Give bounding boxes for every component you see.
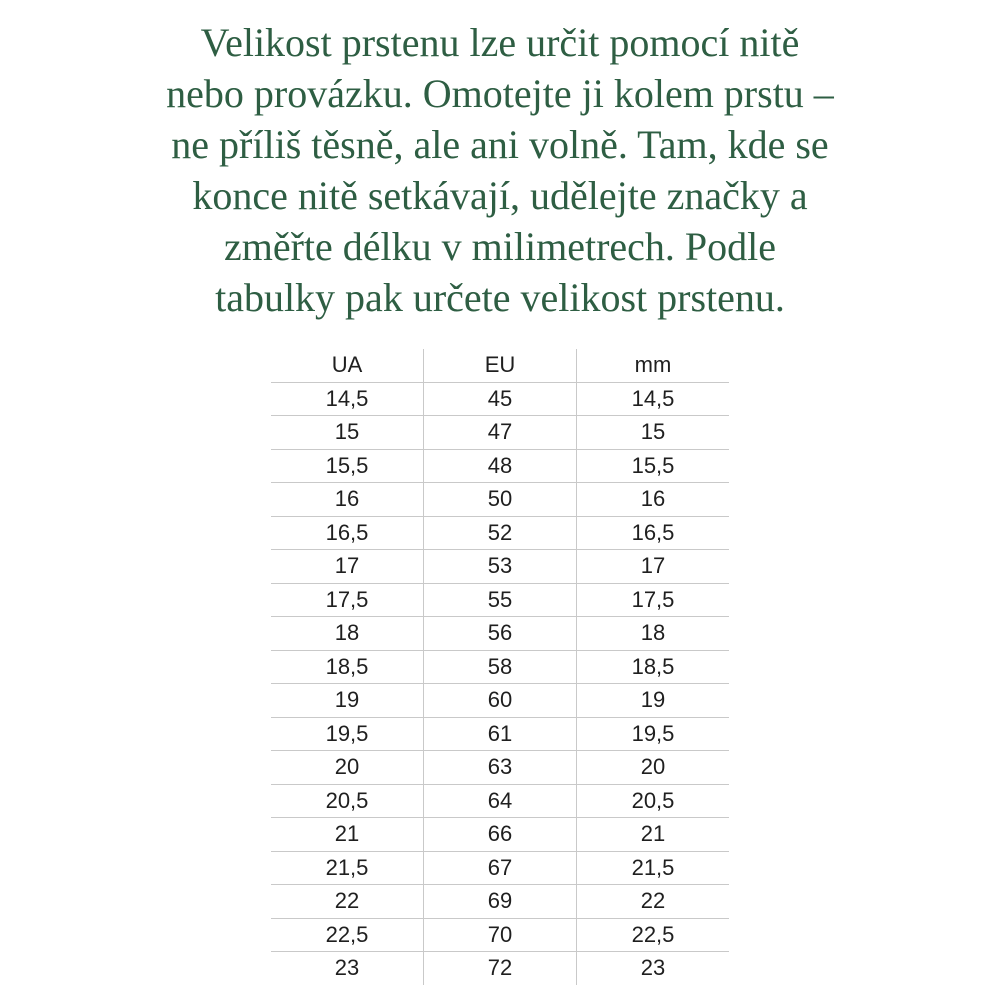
table-row: [271, 952, 729, 985]
table-cell: 20,5: [271, 784, 424, 818]
table-row: [271, 550, 729, 584]
table-cell: 20: [271, 751, 424, 785]
intro-line: tabulky pak určete velikost prstenu.: [215, 275, 785, 320]
intro-text: [0, 0, 1000, 323]
table-cell: 14,5: [271, 382, 424, 416]
table-cell: 15,5: [271, 449, 424, 483]
table-cell: 63: [424, 751, 577, 785]
table-cell: 14,5: [576, 382, 729, 416]
table-row: [271, 717, 729, 751]
table-header-cell-eu: EU: [424, 349, 577, 382]
table-cell: 21: [271, 818, 424, 852]
table-cell: 15,5: [576, 449, 729, 483]
table-cell: 15: [271, 416, 424, 450]
table-cell: 20,5: [576, 784, 729, 818]
table-body: [271, 382, 729, 985]
table-cell: 47: [424, 416, 577, 450]
table-cell: 19,5: [576, 717, 729, 751]
table-cell: 17,5: [576, 583, 729, 617]
table-cell: 17: [271, 550, 424, 584]
intro-line: změřte délku v milimetrech. Podle: [223, 224, 777, 269]
table-row: [271, 751, 729, 785]
table-cell: 22: [271, 885, 424, 919]
table-row: [271, 583, 729, 617]
table-row: [271, 483, 729, 517]
table-cell: 61: [424, 717, 577, 751]
table-cell: 53: [424, 550, 577, 584]
intro-line: konce nitě setkávají, udělejte značky a: [192, 173, 808, 218]
table-cell: 58: [424, 650, 577, 684]
table-cell: 23: [576, 952, 729, 985]
table-row: [271, 885, 729, 919]
table-cell: 22,5: [576, 918, 729, 952]
table-cell: 19: [271, 684, 424, 718]
table-cell: 72: [424, 952, 577, 985]
table-header-row: [271, 349, 729, 382]
table-cell: 16,5: [576, 516, 729, 550]
table-cell: 21: [576, 818, 729, 852]
table-cell: 48: [424, 449, 577, 483]
table-cell: 18,5: [271, 650, 424, 684]
table-cell: 15: [576, 416, 729, 450]
table-row: [271, 818, 729, 852]
table-row: [271, 449, 729, 483]
table-row: [271, 684, 729, 718]
table-cell: 20: [576, 751, 729, 785]
table-cell: 16,5: [271, 516, 424, 550]
table-cell: 56: [424, 617, 577, 651]
ring-size-table: [271, 349, 729, 985]
table-cell: 55: [424, 583, 577, 617]
table-header-cell-ua: UA: [331, 352, 363, 378]
table-cell: 67: [424, 851, 577, 885]
table-row: [271, 617, 729, 651]
table-cell: 22: [576, 885, 729, 919]
table-cell: 50: [424, 483, 577, 517]
table-cell: 19: [576, 684, 729, 718]
table-cell: 52: [424, 516, 577, 550]
table-cell: 19,5: [271, 717, 424, 751]
table-cell: 21,5: [576, 851, 729, 885]
table-cell: 66: [424, 818, 577, 852]
table-row: [271, 382, 729, 416]
table-row: [271, 851, 729, 885]
table-cell: 16: [576, 483, 729, 517]
table-cell: 18,5: [576, 650, 729, 684]
table-cell: 17: [576, 550, 729, 584]
table-cell: 45: [424, 382, 577, 416]
intro-line: ne příliš těsně, ale ani volně. Tam, kde se: [171, 122, 829, 167]
table-header: [271, 349, 729, 382]
table-cell: 69: [424, 885, 577, 919]
table-row: [271, 918, 729, 952]
table-cell: 22,5: [271, 918, 424, 952]
table-header-cell-mm: mm: [576, 349, 729, 382]
table-cell: 60: [424, 684, 577, 718]
intro-line: nebo provázku. Omotejte ji kolem prstu –: [166, 71, 834, 116]
table-row: [271, 650, 729, 684]
table-cell: 21,5: [271, 851, 424, 885]
table-cell: 17,5: [271, 583, 424, 617]
table-row: [271, 416, 729, 450]
table-cell: 18: [271, 617, 424, 651]
table-cell: 16: [271, 483, 424, 517]
intro-line: Velikost prstenu lze určit pomocí nitě: [200, 20, 800, 65]
table-cell: 18: [576, 617, 729, 651]
table-row: [271, 784, 729, 818]
table-cell: 70: [424, 918, 577, 952]
table-cell: 23: [271, 952, 424, 985]
table-row: [271, 516, 729, 550]
table-cell: 64: [424, 784, 577, 818]
